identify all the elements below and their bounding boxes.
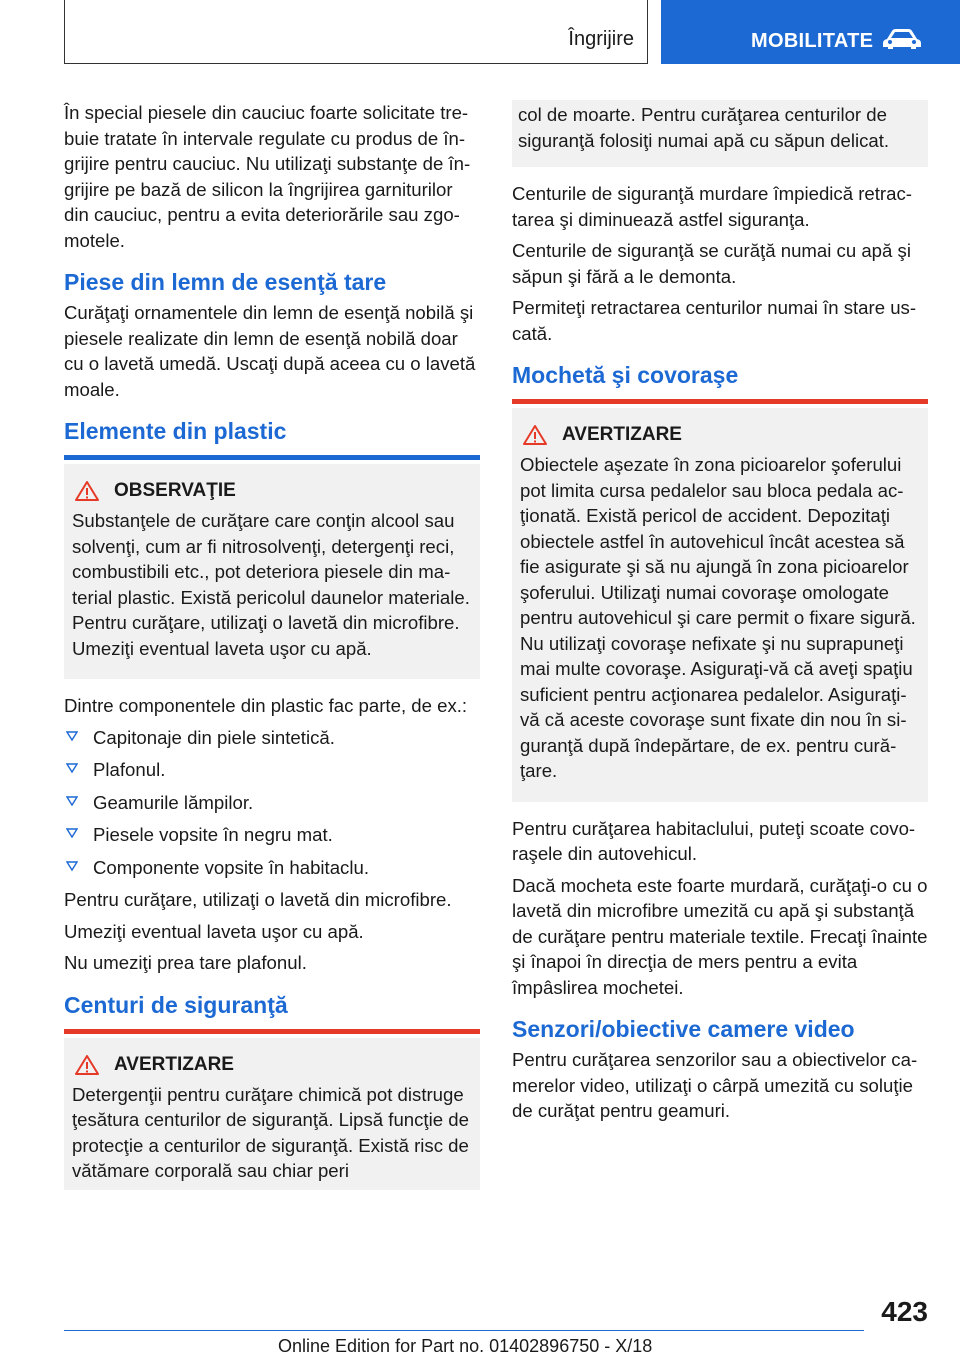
triangle-bullet-icon bbox=[66, 795, 78, 807]
belts-warning-cont-text: col de moarte. Pentru curăţarea centurilor de siguranţă folosiţi numai apă cu săpun delicat. bbox=[518, 104, 890, 151]
section-title: Îngrijire bbox=[568, 28, 634, 50]
belts-warning-text: Detergenţii pentru curăţare chimică pot distruge ţesătura centurilor de siguranţă. Lipsă funcţie de protecţie a centurilor de siguranţă. Există risc de vătămare corporală sau chiar peri bbox=[72, 1083, 469, 1181]
wood-paragraph: Curăţaţi ornamentele din lemn de esenţă nobilă şi piesele realizate din lemn de esenţă nobilă doar cu o lavetă umedă. Uscaţi după aceea cu o lavetă moale. bbox=[64, 302, 476, 400]
header-frame bbox=[64, 0, 648, 64]
chapter-tab-label: MOBILITATE bbox=[751, 30, 874, 52]
wood-heading: Piese din lemn de esenţă tare bbox=[64, 269, 387, 295]
triangle-bullet-icon bbox=[66, 762, 78, 774]
notice-text: Substanţele de curăţare care conţin alcool sau solvenţi, cum ar fi nitrosolvenţi, detergenţi reci, combustibili etc., pot deteriora piesele din material plastic. Există pericolul daunelor materiale. Pentru curăţare, utilizaţi o lavetă din microfibre. Umeziţi eventual laveta uşor cu apă. bbox=[72, 510, 470, 659]
plastic-intro: Dintre componentele din plastic fac parte, de ex.: bbox=[64, 695, 468, 716]
carpet-warning-box bbox=[512, 408, 928, 802]
plastic-paragraph-2: Umeziţi eventual laveta uşor cu apă. bbox=[64, 920, 364, 942]
edition-footer: Online Edition for Part no. 01402896750 - X/18 bbox=[278, 1336, 653, 1356]
belts-paragraph-3: Permiteţi retractarea centurilor numai în stare uscată. bbox=[512, 297, 917, 344]
chapter-tab[interactable] bbox=[661, 0, 960, 64]
footer-rule bbox=[64, 1330, 864, 1331]
plastic-paragraph-1: Pentru curăţare, utilizaţi o lavetă din microfibre. bbox=[64, 889, 452, 910]
rubber-care-paragraph: În special piesele din cauciuc foarte solicitate trebuie tratate în intervale regulate cu produs de îngrijire pentru cauciuc. Nu utilizaţi substanţe de îngrijire pe bază de silicon la îngrijirea garniturilor din cauciuc, pentru a evita deteriorările sau zgomotele. bbox=[64, 102, 471, 251]
carpet-heading-rule bbox=[512, 399, 928, 404]
plastic-heading-rule bbox=[64, 455, 480, 460]
carpet-paragraph-1: Pentru curăţarea habitaclului, puteţi scoate covoraşele din autovehicul. bbox=[512, 817, 916, 864]
triangle-bullet-icon bbox=[66, 860, 78, 872]
belts-heading: Centuri de siguranţă bbox=[64, 991, 288, 1018]
warning-triangle-icon bbox=[74, 1054, 100, 1076]
carpet-warning-title: AVERTIZARE bbox=[562, 424, 682, 445]
left-column bbox=[64, 100, 480, 1204]
notice-box bbox=[64, 464, 480, 679]
sensors-paragraph: Pentru curăţarea senzorilor sau a obiectivelor camerelor video, utilizaţi o cârpă umezită cu soluţie de curăţat pentru geamuri. bbox=[512, 1049, 918, 1121]
car-icon bbox=[881, 27, 923, 51]
warning-triangle-icon bbox=[74, 480, 100, 502]
plastic-list bbox=[64, 725, 480, 881]
warning-triangle-icon bbox=[522, 424, 548, 446]
list-item: Plafonul. bbox=[64, 757, 480, 783]
list-item: Geamurile lămpilor. bbox=[64, 790, 480, 816]
notice-title: OBSERVAŢIE bbox=[114, 480, 236, 501]
sensors-heading: Senzori/obiective camere video bbox=[512, 1016, 855, 1042]
plastic-paragraph-3: Nu umeziţi prea tare plafonul. bbox=[64, 952, 307, 973]
belts-heading-rule bbox=[64, 1029, 480, 1034]
list-item: Componente vopsite în habitaclu. bbox=[64, 855, 480, 881]
page-number: 423 bbox=[881, 1296, 928, 1327]
triangle-bullet-icon bbox=[66, 730, 78, 742]
carpet-warning-text: Obiectele aşezate în zona picioarelor şoferului pot limita cursa pedalelor sau bloca pedala acţionată. Există pericol de accident. Depozitaţi obiectele astfel în autovehicul încât acestea să fie asigurate şi să nu ajungă în zona picioarelor şoferului. Utilizaţi numai covoraşe omologate pentru autovehicul şi care permit o fixare sigură. Nu utilizaţi covoraşe nefixate şi nu suprapuneţi mai multe covoraşe. Asiguraţi-vă că aveţi spaţiu suficient pentru acţionarea pedalelor. Asiguraţi-vă că aceste covoraşe sunt fixate din nou în siguranţă după îndepărtare, de ex. pentru curăţare. bbox=[520, 454, 916, 781]
belts-warning-continuation bbox=[512, 100, 928, 167]
belts-warning-title: AVERTIZARE bbox=[114, 1053, 234, 1075]
right-column bbox=[512, 100, 928, 1130]
list-item: Piesele vopsite în negru mat. bbox=[64, 822, 480, 848]
list-item: Capitonaje din piele sintetică. bbox=[64, 725, 480, 751]
carpet-heading: Mochetă şi covoraşe bbox=[512, 362, 739, 388]
plastic-heading: Elemente din plastic bbox=[64, 418, 287, 444]
triangle-bullet-icon bbox=[66, 827, 78, 839]
belts-warning-box bbox=[64, 1038, 480, 1190]
carpet-paragraph-2: Dacă mocheta este foarte murdară, curăţaţi-o cu o lavetă din microfibre umezită cu apă şi substanţă de curăţare pentru materiale textile. Frecaţi înainte şi înapoi în direcţia de mers pentru a evita împâslirea mochetei. bbox=[512, 874, 928, 998]
belts-paragraph-2: Centurile de siguranţă se curăţă numai cu apă şi săpun şi fără a le demonta. bbox=[512, 240, 911, 287]
belts-paragraph-1: Centurile de siguranţă murdare împiedică retractarea şi diminuează astfel siguranţa. bbox=[512, 183, 912, 230]
